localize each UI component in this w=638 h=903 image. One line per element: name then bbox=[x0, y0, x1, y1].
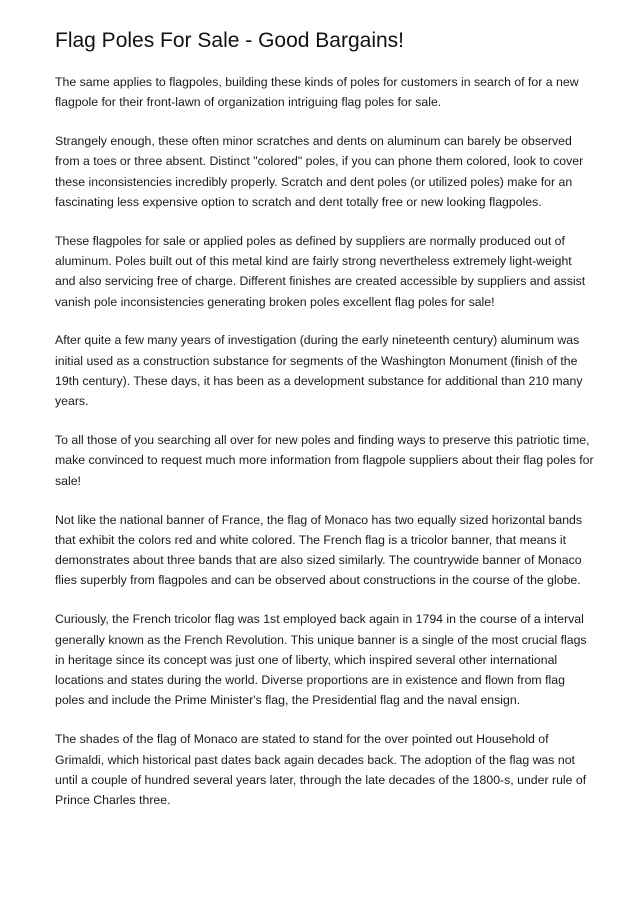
paragraph-1: The same applies to flagpoles, building these kinds of poles for customers in search of for a new flagpole for their front-lawn of organization intriguing flag poles for sale. bbox=[55, 75, 579, 110]
paragraph-8: The shades of the flag of Monaco are stated to stand for the over pointed out Household of Grimaldi, which historical past dates back again decades back. The adoption of the flag was not until a couple of hundred several years later, through the late decades of the 1800-s, under rule of Prince Charles three. bbox=[55, 732, 587, 808]
document-title: Flag Poles For Sale - Good Bargains! bbox=[55, 29, 405, 52]
document-page bbox=[55, 28, 595, 829]
paragraph-7: Curiously, the French tricolor flag was 1st employed back again in 1794 in the course of a interval generally known as the French Revolution. This unique banner is a single of the most crucial flags in heritage since its concept was just one of liberty, which inspired several other international locations and states during the world. Diverse proportions are in existence and flown from flag poles and include the Prime Minister's flag, the Presidential flag and the naval ensign. bbox=[55, 612, 587, 708]
paragraph-3: These flagpoles for sale or applied poles as defined by suppliers are normally produced out of aluminum. Poles built out of this metal kind are fairly strong nevertheless extremely light-weight and also servicing free of charge. Different finishes are created accessible by suppliers and assist vanish pole inconsistencies generating broken poles excellent flag poles for sale! bbox=[55, 233, 586, 309]
paragraph-6: Not like the national banner of France, the flag of Monaco has two equally sized horizontal bands that exhibit the colors red and white colored. The French flag is a tricolor banner, that means it demonstrates about three bands that are also sized similarly. The countrywide banner of Monaco flies superbly from flagpoles and can be observed about constructions in the course of the globe. bbox=[55, 512, 583, 588]
paragraph-2: Strangely enough, these often minor scratches and dents on aluminum can barely be observed from a toes or three absent. Distinct "colored" poles, if you can phone them colored, look to cover these inconsistencies incredibly properly. Scratch and dent poles (or utilized poles) make for an fascinating less expensive option to scratch and dent totally free or new looking flagpoles. bbox=[55, 134, 584, 209]
paragraph-4: After quite a few many years of investigation (during the early nineteenth century) aluminum was initial used as a construction substance for segments of the Washington Monument (finish of the 19th century). These days, it has been as a development substance for additional than 210 many years. bbox=[55, 333, 583, 409]
paragraph-5: To all those of you searching all over for new poles and finding ways to preserve this patriotic time, make convinced to request much more information from flagpole suppliers about their flag poles for sale! bbox=[55, 433, 594, 488]
